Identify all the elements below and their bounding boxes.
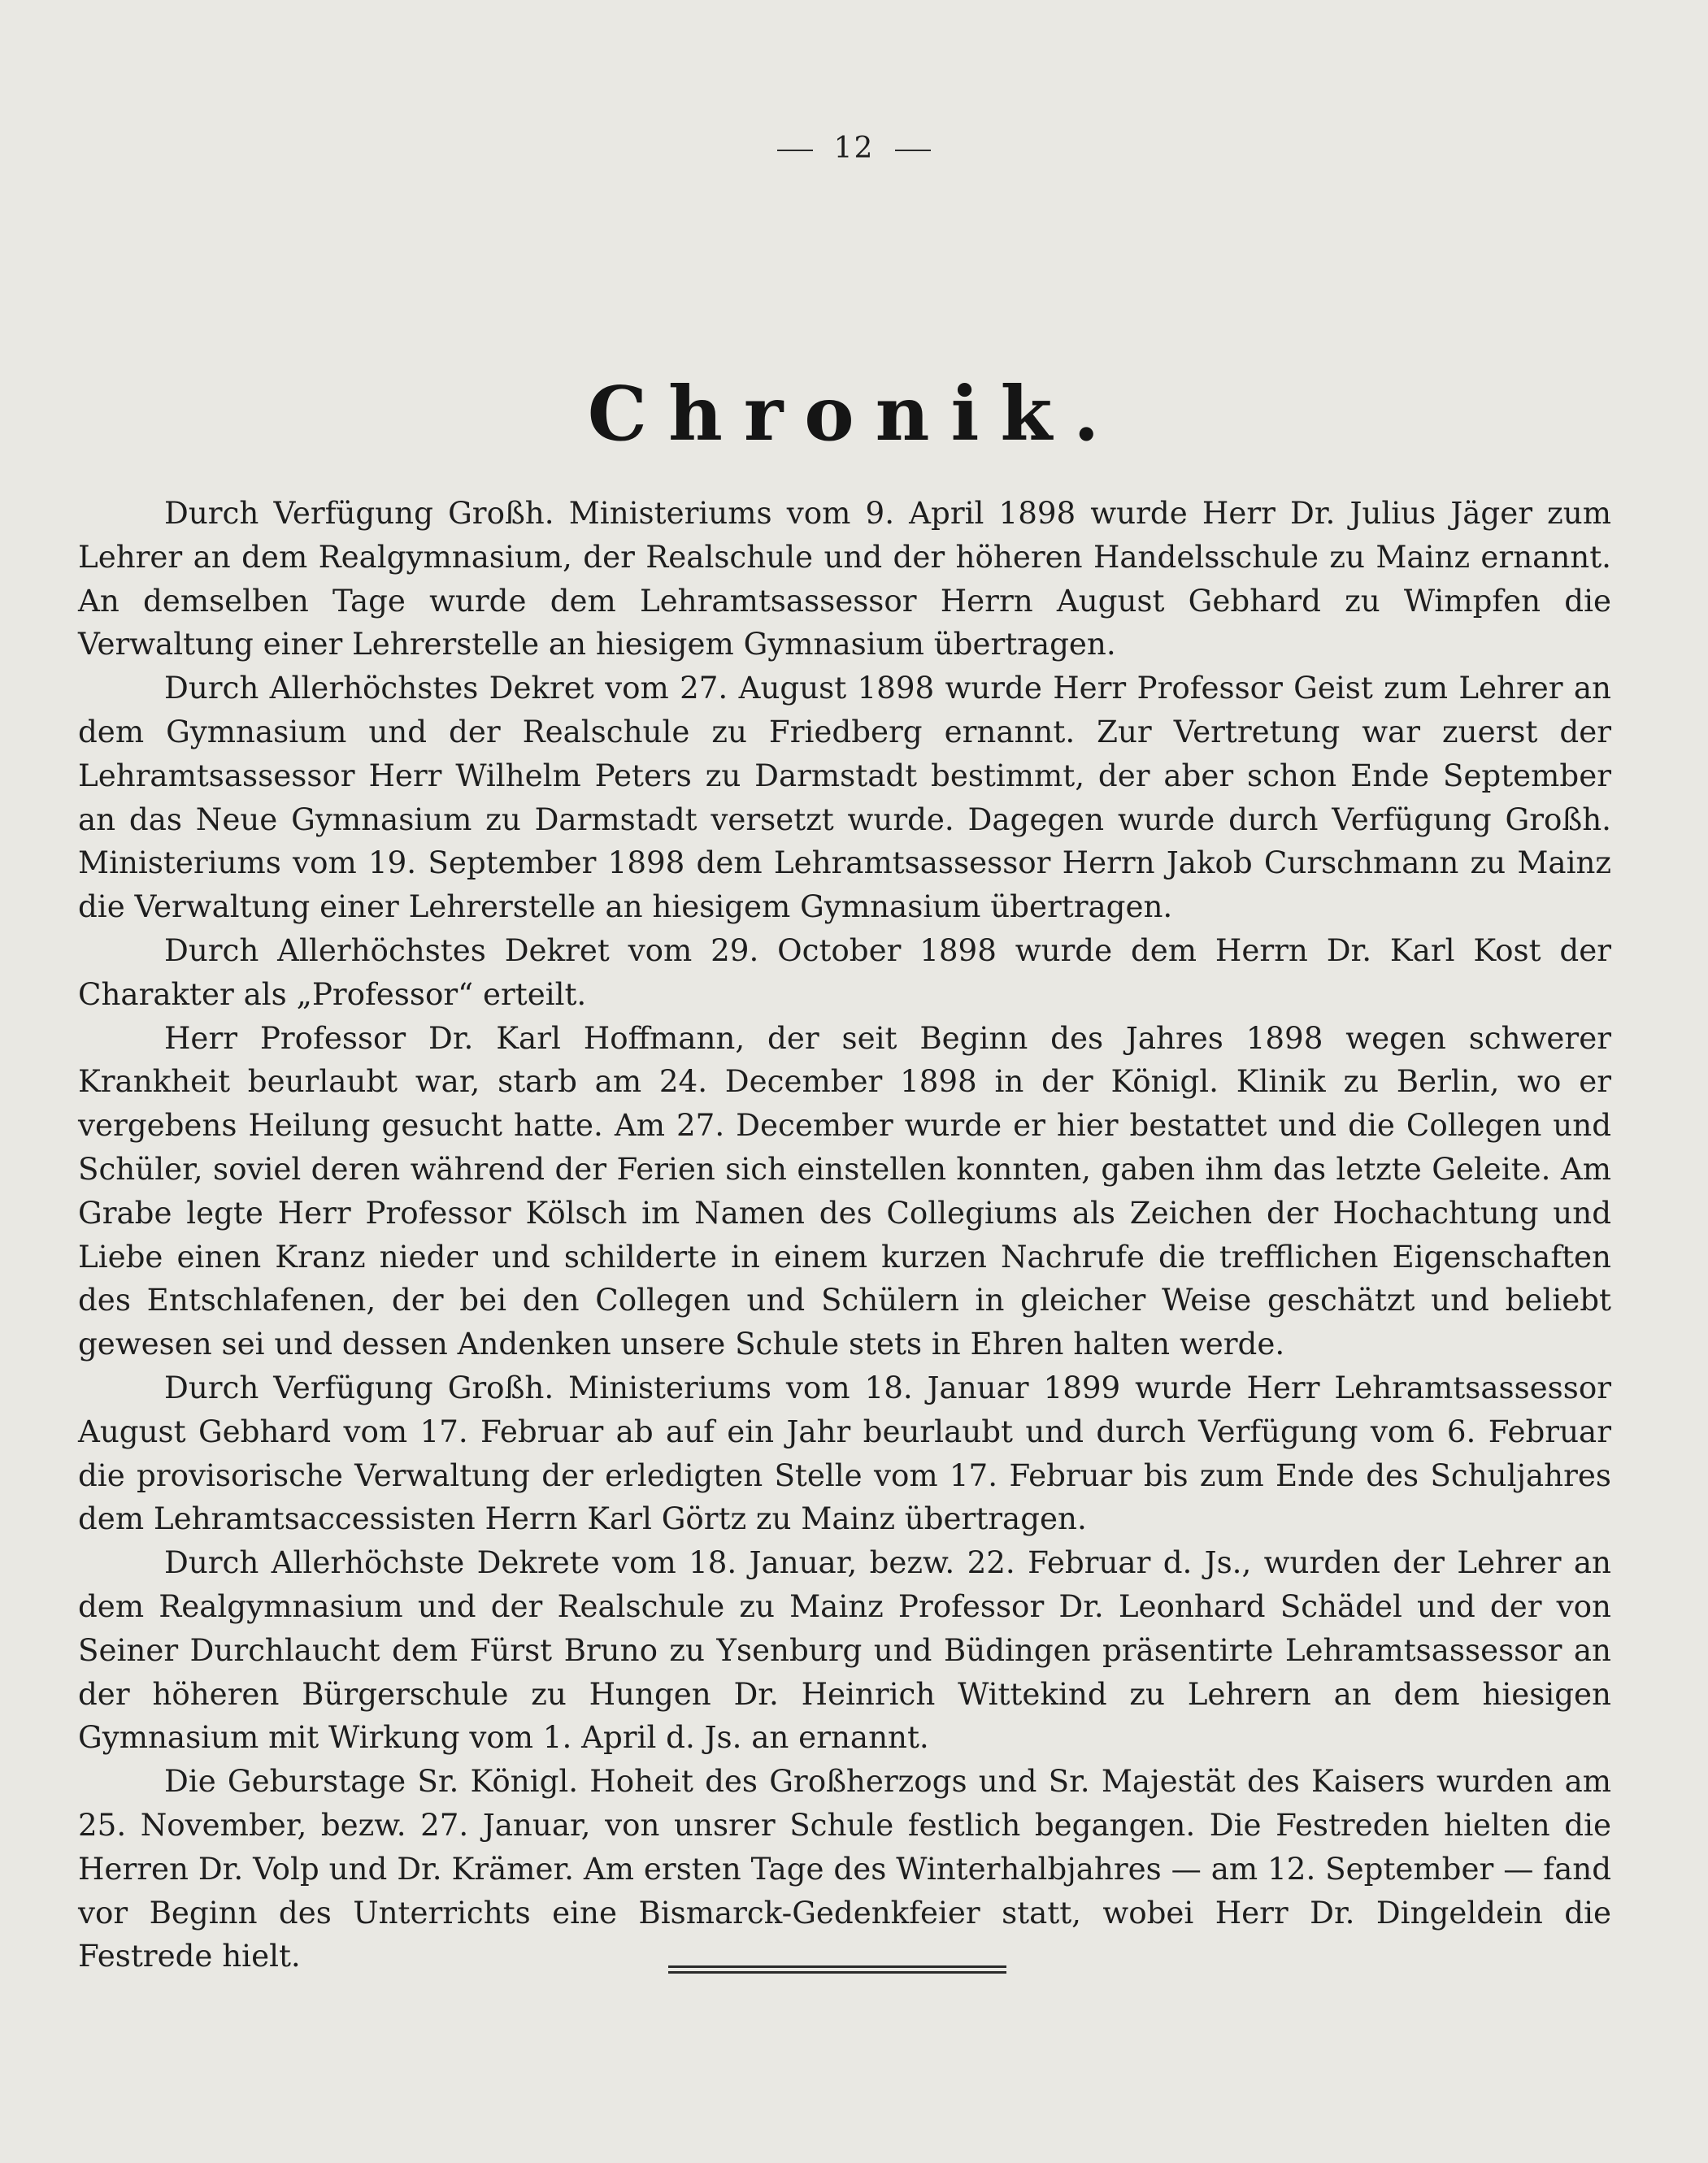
chronicle-body [78,492,1611,1978]
paragraph: Durch Allerhöchstes Dekret vom 29. October 1898 wurde dem Herrn Dr. Karl Kost der Charakter als „Professor“ erteilt. [78,932,1611,1012]
paragraph: Durch Allerhöchstes Dekret vom 27. August 1898 wurde Herr Professor Geist zum Lehrer an dem Gymnasium und der Realschule zu Friedberg ernannt. Zur Vertretung war zuerst der Lehramtsassessor Herr Wilhelm Peters zu Darmstadt bestimmt, der aber schon Ende September an das Neue Gymnasium zu Darmstadt versetzt wurde. Dagegen wurde durch Verfügung Großh. Ministeriums vom 19. September 1898 dem Lehramtsassessor Herrn Jakob Curschmann zu Mainz die Verwaltung einer Lehrerstelle an hiesigem Gymnasium übertragen. [78,670,1611,925]
paragraph: Herr Professor Dr. Karl Hoffmann, der seit Beginn des Jahres 1898 wegen schwerer Krankheit beurlaubt war, starb am 24. December 1898 in der Königl. Klinik zu Berlin, wo er vergebens Heilung gesucht hatte. Am 27. December wurde er hier bestattet und die Collegen und Schüler, soviel deren während der Ferien sich einstellen konnten, gaben ihm das letzte Geleite. Am Grabe legte Herr Professor Kölsch im Namen des Collegiums als Zeichen der Hochachtung und Liebe einen Kranz nieder und schilderte in einem kurzen Nachrufe die trefflichen Eigenschaften des Entschlafenen, der bei den Collegen und Schülern in gleicher Weise geschätzt und beliebt gewesen sei und dessen Andenken unsere Schule stets in Ehren halten werde. [78,1019,1611,1362]
paragraph: Die Geburstage Sr. Königl. Hoheit des Großherzogs und Sr. Majestät des Kaisers wurden am 25. November, bezw. 27. Januar, von unsrer Schule festlich begangen. Die Festreden hielten die Herren Dr. Volp und Dr. Krämer. Am ersten Tage des Winterhalbjahres — am 12. September — fand vor Beginn des Unterrichts eine Bismarck-Gedenkfeier statt, wobei Herr Dr. Dingeldein die Festrede hielt. [78,1763,1611,1974]
page-number: 12 [833,132,875,165]
page-title: Chronik. [587,370,1121,458]
left-dash-ornament [777,150,813,151]
closing-double-rule [668,1965,1006,1974]
paragraph: Durch Allerhöchste Dekrete vom 18. Januar, bezw. 22. Februar d. Js., wurden der Lehrer an dem Realgymnasium und der Realschule zu Mainz Professor Dr. Leonhard Schädel und der von Seiner Durchlaucht dem Fürst Bruno zu Ysenburg und Büdingen präsentirte Lehramtsassessor an der höheren Bürgerschule zu Hungen Dr. Heinrich Wittekind zu Lehrern an dem hiesigen Gymnasium mit Wirkung vom 1. April d. Js. an ernannt. [78,1544,1611,1756]
paragraph: Durch Verfügung Großh. Ministeriums vom 9. April 1898 wurde Herr Dr. Julius Jäger zum Lehrer an dem Realgymnasium, der Realschule und der höheren Handelsschule zu Mainz ernannt. An demselben Tage wurde dem Lehramtsassessor Herrn August Gebhard zu Wimpfen die Verwaltung einer Lehrerstelle an hiesigem Gymnasium übertragen. [78,495,1611,662]
paragraph: Durch Verfügung Großh. Ministeriums vom 18. Januar 1899 wurde Herr Lehramtsassessor August Gebhard vom 17. Februar ab auf ein Jahr beurlaubt und durch Verfügung vom 6. Februar die provisorische Verwaltung der erledigten Stelle vom 17. Februar bis zum Ende des Schuljahres dem Lehramtsaccessisten Herrn Karl Görtz zu Mainz übertragen. [78,1369,1611,1537]
right-dash-ornament [895,150,931,151]
page-number-header [0,132,1708,165]
